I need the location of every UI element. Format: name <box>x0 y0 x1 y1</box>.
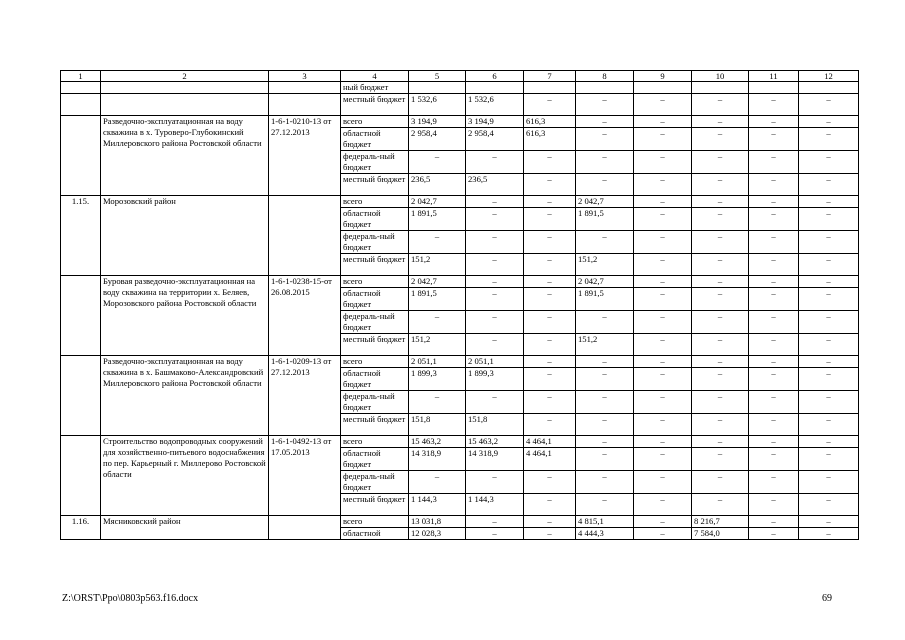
value-cell: – <box>749 368 799 391</box>
value-cell: – <box>634 288 692 311</box>
value-cell: 2 958,4 <box>466 128 524 151</box>
budget-type: областной бюджет <box>341 368 409 391</box>
value-cell: 616,3 <box>524 128 576 151</box>
value-cell <box>524 82 576 94</box>
table-row <box>61 116 859 128</box>
table-row <box>61 516 859 528</box>
value-cell: – <box>634 231 692 254</box>
budget-type: всего <box>341 116 409 128</box>
value-cell: – <box>799 276 859 288</box>
value-cell: – <box>524 288 576 311</box>
value-cell: 3 194,9 <box>466 116 524 128</box>
value-cell: 4 464,1 <box>524 436 576 448</box>
table-row <box>61 82 859 94</box>
value-cell: 2 051,1 <box>409 356 466 368</box>
value-cell: 1 532,6 <box>409 94 466 116</box>
value-cell: – <box>799 231 859 254</box>
value-cell: – <box>524 516 576 528</box>
value-cell: – <box>524 334 576 356</box>
budget-type: местный бюджет <box>341 254 409 276</box>
budget-type: местный бюджет <box>341 494 409 516</box>
value-cell: – <box>576 448 634 471</box>
budget-type: областной бюджет <box>341 208 409 231</box>
value-cell: – <box>799 414 859 436</box>
value-cell: 2 958,4 <box>409 128 466 151</box>
value-cell: 3 194,9 <box>409 116 466 128</box>
value-cell: – <box>634 471 692 494</box>
value-cell: – <box>576 116 634 128</box>
value-cell: – <box>634 208 692 231</box>
value-cell: – <box>749 151 799 174</box>
value-cell: – <box>466 528 524 540</box>
value-cell: – <box>692 356 749 368</box>
budget-type: федераль-ный бюджет <box>341 231 409 254</box>
budget-type: федераль-ный бюджет <box>341 471 409 494</box>
value-cell: 1 899,3 <box>466 368 524 391</box>
value-cell: – <box>634 414 692 436</box>
value-cell: – <box>799 471 859 494</box>
budget-type: федераль-ный бюджет <box>341 391 409 414</box>
value-cell: – <box>749 334 799 356</box>
value-cell: 2 042,7 <box>409 196 466 208</box>
value-cell: – <box>749 471 799 494</box>
column-number: 12 <box>799 71 859 82</box>
value-cell: – <box>634 356 692 368</box>
value-cell: – <box>524 356 576 368</box>
value-cell: – <box>799 196 859 208</box>
object-name <box>101 94 269 116</box>
table-row <box>61 356 859 368</box>
value-cell: 1 532,6 <box>466 94 524 116</box>
value-cell: 2 051,1 <box>466 356 524 368</box>
value-cell: – <box>749 436 799 448</box>
value-cell: – <box>576 471 634 494</box>
project-code <box>269 196 341 276</box>
value-cell: – <box>749 116 799 128</box>
value-cell: – <box>466 151 524 174</box>
value-cell: 4 444,3 <box>576 528 634 540</box>
value-cell: – <box>634 391 692 414</box>
column-number: 6 <box>466 71 524 82</box>
value-cell: – <box>466 391 524 414</box>
value-cell: 14 318,9 <box>409 448 466 471</box>
value-cell: – <box>634 448 692 471</box>
value-cell: – <box>524 414 576 436</box>
value-cell: – <box>692 494 749 516</box>
file-path: Z:\ORST\Ppo\0803p563.f16.docx <box>62 593 199 604</box>
value-cell: – <box>634 174 692 196</box>
value-cell: – <box>466 231 524 254</box>
value-cell: – <box>749 448 799 471</box>
project-code: 1-6-1-0238-15-от 26.08.2015 <box>269 276 341 356</box>
value-cell: 7 584,0 <box>692 528 749 540</box>
budget-type: местный бюджет <box>341 94 409 116</box>
value-cell: – <box>576 174 634 196</box>
value-cell: – <box>634 254 692 276</box>
value-cell: – <box>524 174 576 196</box>
value-cell: – <box>634 436 692 448</box>
budget-type: всего <box>341 436 409 448</box>
project-code <box>269 516 341 540</box>
value-cell: – <box>524 254 576 276</box>
item-number <box>61 276 101 356</box>
value-cell: – <box>576 151 634 174</box>
column-number: 7 <box>524 71 576 82</box>
budget-type: областной бюджет <box>341 128 409 151</box>
column-number: 2 <box>101 71 269 82</box>
value-cell: – <box>692 128 749 151</box>
object-name <box>101 82 269 94</box>
budget-type: местный бюджет <box>341 334 409 356</box>
column-number: 3 <box>269 71 341 82</box>
value-cell: 151,2 <box>409 254 466 276</box>
budget-type: областной <box>341 528 409 540</box>
value-cell: – <box>692 471 749 494</box>
value-cell: – <box>799 494 859 516</box>
value-cell: – <box>692 368 749 391</box>
budget-type: местный бюджет <box>341 174 409 196</box>
budget-type: местный бюджет <box>341 414 409 436</box>
value-cell <box>799 82 859 94</box>
budget-type: федераль-ный бюджет <box>341 151 409 174</box>
value-cell: – <box>576 436 634 448</box>
object-name: Строительство водопроводных сооружений для хозяйственно-питьевого водоснабжения по пер. Карьерный г. Миллерово Ростовской области <box>101 436 269 516</box>
value-cell: – <box>799 208 859 231</box>
value-cell: – <box>576 128 634 151</box>
value-cell: – <box>799 391 859 414</box>
value-cell: – <box>692 311 749 334</box>
value-cell: – <box>524 528 576 540</box>
value-cell: – <box>576 94 634 116</box>
page-number: 69 <box>822 593 832 604</box>
budget-type: федераль-ный бюджет <box>341 311 409 334</box>
value-cell: – <box>692 334 749 356</box>
value-cell: 15 463,2 <box>409 436 466 448</box>
budget-type: всего <box>341 356 409 368</box>
value-cell: 1 899,3 <box>409 368 466 391</box>
value-cell: – <box>466 516 524 528</box>
value-cell <box>466 82 524 94</box>
item-number: 1.16. <box>61 516 101 540</box>
value-cell: – <box>524 391 576 414</box>
value-cell: – <box>634 196 692 208</box>
value-cell: – <box>692 436 749 448</box>
value-cell: – <box>524 494 576 516</box>
project-code <box>269 94 341 116</box>
value-cell: – <box>409 471 466 494</box>
value-cell: – <box>749 254 799 276</box>
object-name: Разведочно-эксплуатационная на воду скважина в х. Туроверо-Глубокинский Миллеровского района Ростовской области <box>101 116 269 196</box>
value-cell: – <box>692 151 749 174</box>
value-cell: – <box>799 116 859 128</box>
value-cell: 151,2 <box>576 334 634 356</box>
value-cell: – <box>634 116 692 128</box>
column-number: 5 <box>409 71 466 82</box>
value-cell: – <box>576 414 634 436</box>
object-name: Разведочно-эксплуатационная на воду скважина в х. Башмаково-Александровский Миллеровского района Ростовской области <box>101 356 269 436</box>
value-cell: – <box>634 368 692 391</box>
value-cell: – <box>799 516 859 528</box>
value-cell: 151,8 <box>409 414 466 436</box>
table-row <box>61 94 859 116</box>
value-cell: 1 144,3 <box>466 494 524 516</box>
item-number <box>61 436 101 516</box>
column-number: 1 <box>61 71 101 82</box>
project-code: 1-6-1-0209-13 от 27.12.2013 <box>269 356 341 436</box>
value-cell: 12 028,3 <box>409 528 466 540</box>
value-cell: 1 144,3 <box>409 494 466 516</box>
value-cell: – <box>749 391 799 414</box>
column-number: 9 <box>634 71 692 82</box>
value-cell: – <box>749 528 799 540</box>
value-cell: – <box>576 311 634 334</box>
value-cell <box>749 82 799 94</box>
value-cell: – <box>409 151 466 174</box>
value-cell: – <box>799 254 859 276</box>
value-cell: 15 463,2 <box>466 436 524 448</box>
budget-type: областной бюджет <box>341 448 409 471</box>
budget-type: ный бюджет <box>341 82 409 94</box>
value-cell: – <box>524 471 576 494</box>
value-cell: – <box>692 231 749 254</box>
value-cell: – <box>524 368 576 391</box>
value-cell: – <box>524 276 576 288</box>
value-cell: 1 891,5 <box>409 288 466 311</box>
value-cell: – <box>749 276 799 288</box>
value-cell: – <box>576 368 634 391</box>
value-cell: – <box>409 391 466 414</box>
value-cell: 616,3 <box>524 116 576 128</box>
value-cell: – <box>799 94 859 116</box>
item-number <box>61 94 101 116</box>
value-cell: – <box>409 311 466 334</box>
value-cell: – <box>466 471 524 494</box>
value-cell: – <box>466 288 524 311</box>
value-cell: – <box>466 311 524 334</box>
value-cell: 4 464,1 <box>524 448 576 471</box>
value-cell: – <box>576 231 634 254</box>
column-number: 11 <box>749 71 799 82</box>
item-number <box>61 356 101 436</box>
value-cell: – <box>524 196 576 208</box>
value-cell: – <box>692 116 749 128</box>
value-cell: – <box>524 231 576 254</box>
object-name: Буровая разведочно-эксплуатационная на воду скважина на территории х. Беляев, Морозовского района Ростовской области <box>101 276 269 356</box>
value-cell: – <box>749 516 799 528</box>
table-row <box>61 436 859 448</box>
value-cell: – <box>799 128 859 151</box>
value-cell: – <box>799 528 859 540</box>
value-cell: – <box>799 436 859 448</box>
value-cell: – <box>749 288 799 311</box>
item-number: 1.15. <box>61 196 101 276</box>
value-cell: – <box>634 516 692 528</box>
value-cell: – <box>692 448 749 471</box>
object-name: Морозовский район <box>101 196 269 276</box>
value-cell: 2 042,7 <box>576 196 634 208</box>
project-code <box>269 82 341 94</box>
item-number <box>61 116 101 196</box>
column-number-row <box>61 71 859 82</box>
value-cell <box>634 82 692 94</box>
value-cell: – <box>799 174 859 196</box>
value-cell: – <box>692 208 749 231</box>
budget-table <box>60 70 859 540</box>
value-cell: – <box>634 128 692 151</box>
value-cell: – <box>466 334 524 356</box>
budget-type: областной бюджет <box>341 288 409 311</box>
value-cell: 4 815,1 <box>576 516 634 528</box>
value-cell: – <box>634 528 692 540</box>
value-cell <box>576 82 634 94</box>
value-cell: – <box>466 276 524 288</box>
value-cell: – <box>466 254 524 276</box>
value-cell: 8 216,7 <box>692 516 749 528</box>
value-cell: – <box>692 254 749 276</box>
value-cell: – <box>634 311 692 334</box>
project-code: 1-6-1-0492-13 от 17.05.2013 <box>269 436 341 516</box>
value-cell: – <box>576 391 634 414</box>
value-cell: – <box>799 311 859 334</box>
value-cell: – <box>692 196 749 208</box>
value-cell: – <box>749 196 799 208</box>
value-cell: 236,5 <box>466 174 524 196</box>
value-cell: – <box>634 334 692 356</box>
value-cell: 2 042,7 <box>409 276 466 288</box>
value-cell: 151,8 <box>466 414 524 436</box>
value-cell: 151,2 <box>576 254 634 276</box>
value-cell: – <box>576 356 634 368</box>
value-cell: – <box>749 94 799 116</box>
table-row <box>61 196 859 208</box>
value-cell <box>409 82 466 94</box>
value-cell: – <box>749 494 799 516</box>
value-cell: – <box>524 311 576 334</box>
value-cell: 14 318,9 <box>466 448 524 471</box>
project-code: 1-6-1-0210-13 от 27.12.2013 <box>269 116 341 196</box>
value-cell: – <box>576 494 634 516</box>
value-cell: – <box>749 128 799 151</box>
value-cell: 13 031,8 <box>409 516 466 528</box>
value-cell: – <box>692 174 749 196</box>
value-cell: – <box>524 94 576 116</box>
value-cell: – <box>799 151 859 174</box>
value-cell: – <box>692 276 749 288</box>
value-cell: – <box>799 288 859 311</box>
item-number <box>61 82 101 94</box>
value-cell: – <box>634 276 692 288</box>
table-row <box>61 276 859 288</box>
value-cell: – <box>749 311 799 334</box>
column-number: 10 <box>692 71 749 82</box>
value-cell: 1 891,5 <box>576 288 634 311</box>
value-cell: – <box>634 494 692 516</box>
value-cell: 2 042,7 <box>576 276 634 288</box>
value-cell: – <box>799 356 859 368</box>
value-cell: – <box>799 448 859 471</box>
value-cell: – <box>524 151 576 174</box>
column-number: 8 <box>576 71 634 82</box>
budget-type: всего <box>341 516 409 528</box>
value-cell: – <box>799 334 859 356</box>
value-cell: – <box>749 414 799 436</box>
value-cell: 1 891,5 <box>409 208 466 231</box>
value-cell: – <box>692 391 749 414</box>
value-cell: – <box>692 288 749 311</box>
value-cell: – <box>466 208 524 231</box>
value-cell: – <box>634 94 692 116</box>
column-number: 4 <box>341 71 409 82</box>
value-cell <box>692 82 749 94</box>
value-cell: 151,2 <box>409 334 466 356</box>
value-cell: – <box>799 368 859 391</box>
object-name: Мясниковский район <box>101 516 269 540</box>
value-cell: – <box>524 208 576 231</box>
value-cell: – <box>749 174 799 196</box>
value-cell: – <box>749 356 799 368</box>
budget-type: всего <box>341 276 409 288</box>
value-cell: – <box>692 414 749 436</box>
value-cell: – <box>749 208 799 231</box>
value-cell: – <box>466 196 524 208</box>
value-cell: – <box>692 94 749 116</box>
value-cell: – <box>749 231 799 254</box>
value-cell: 236,5 <box>409 174 466 196</box>
budget-type: всего <box>341 196 409 208</box>
value-cell: – <box>409 231 466 254</box>
value-cell: – <box>634 151 692 174</box>
value-cell: 1 891,5 <box>576 208 634 231</box>
